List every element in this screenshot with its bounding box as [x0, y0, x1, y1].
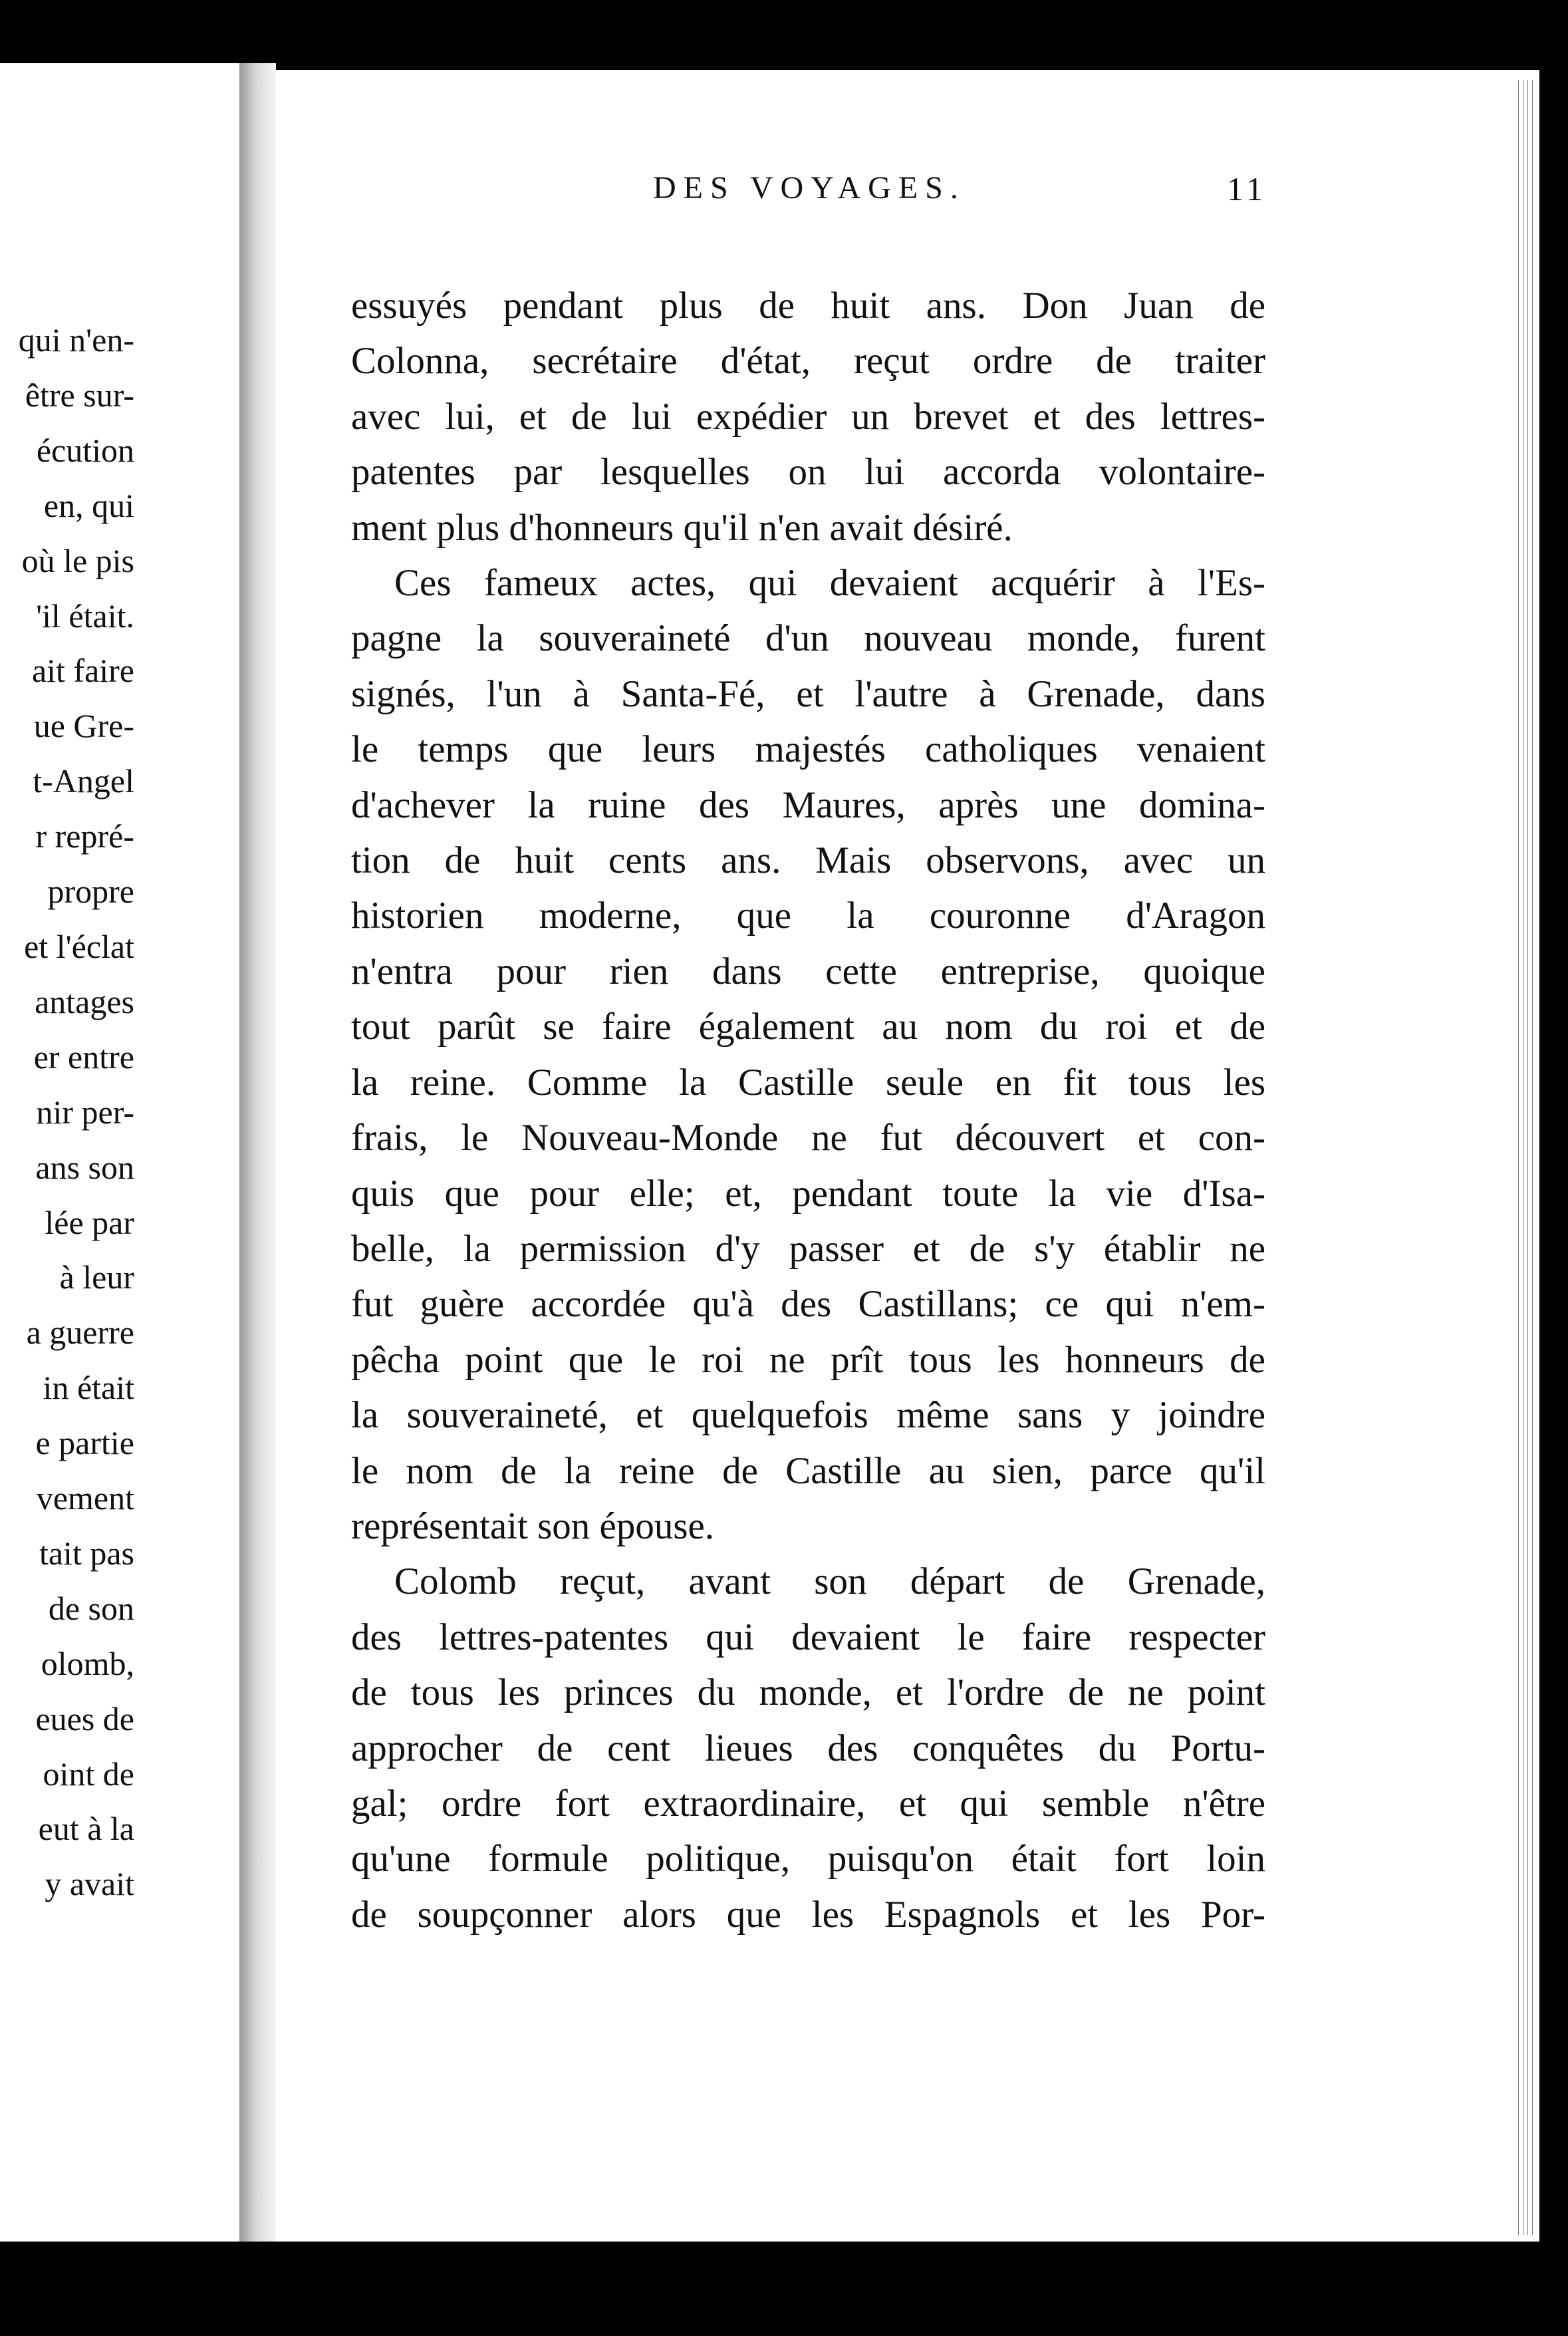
text-line: approcher de cent lieues des conquêtes du Portu-	[351, 1727, 1265, 1769]
text-line: la souveraineté, et quelquefois même sans y joindre	[351, 1394, 1265, 1437]
left-line: e partie	[35, 1424, 134, 1462]
left-line: qui n'en-	[18, 321, 134, 359]
text-line: Ces fameux actes, qui devaient acquérir à l'Es-	[394, 562, 1265, 605]
left-line: et l'éclat	[24, 927, 134, 965]
left-line: ait faire	[31, 652, 134, 690]
text-line: tout parût se faire également au nom du roi et de	[351, 1006, 1265, 1048]
text-line: fut guère accordée qu'à des Castillans; ce qui n'em-	[351, 1283, 1265, 1326]
left-line: 'il était.	[36, 597, 134, 635]
left-line: propre	[47, 873, 134, 911]
left-line: en, qui	[43, 486, 134, 524]
left-line: ans son	[35, 1148, 134, 1186]
text-line: signés, l'un à Santa-Fé, et l'autre à Grenade, dans	[351, 672, 1265, 715]
text-line: Colomb reçut, avant son départ de Grenade,	[394, 1560, 1265, 1603]
text-line: tion de huit cents ans. Mais observons, avec un	[351, 839, 1265, 882]
text-line: frais, le Nouveau-Monde ne fut découvert et con-	[351, 1117, 1265, 1159]
text-line: représentait son épouse.	[351, 1505, 715, 1547]
left-line: tait pas	[39, 1534, 134, 1572]
paragraph	[351, 555, 1265, 1554]
page-number: 11	[1226, 170, 1267, 208]
text-line: gal; ordre fort extraordinaire, et qui semble n'être	[351, 1782, 1265, 1825]
text-line: patentes par lesquelles on lui accorda volontaire-	[351, 451, 1265, 494]
left-page-text-fragments	[19, 313, 134, 1912]
left-line: in était	[43, 1369, 134, 1407]
left-line: ue Gre-	[33, 707, 134, 745]
text-line: pêcha point que le roi ne prît tous les honneurs de	[351, 1338, 1265, 1381]
text-line: ment plus d'honneurs qu'il n'en avait désiré.	[351, 506, 1013, 549]
text-line: historien moderne, que la couronne d'Aragon	[351, 895, 1265, 937]
left-line: olomb,	[41, 1644, 134, 1682]
text-line: le temps que leurs majestés catholiques venaient	[351, 728, 1265, 771]
left-line: t-Angel	[33, 762, 134, 800]
page-header	[379, 170, 1267, 223]
text-line: avec lui, et de lui expédier un brevet et des lettres-	[351, 395, 1265, 438]
text-line: de soupçonner alors que les Espagnols et les Por-	[351, 1893, 1265, 1936]
page-edges	[1516, 80, 1536, 2235]
paragraph	[351, 1554, 1265, 1942]
text-line: le nom de la reine de Castille au sien, parce qu'il	[351, 1449, 1265, 1492]
text-line: essuyés pendant plus de huit ans. Don Juan de	[351, 285, 1265, 327]
body-text	[351, 278, 1265, 1942]
text-line: quis que pour elle; et, pendant toute la vie d'Isa-	[351, 1172, 1265, 1215]
left-line: eut à la	[38, 1810, 134, 1848]
left-line: lée par	[45, 1203, 134, 1241]
text-line: qu'une formule politique, puisqu'on était fort loin	[351, 1838, 1265, 1880]
text-line: de tous les princes du monde, et l'ordre de ne point	[351, 1672, 1265, 1714]
running-head: DES VOYAGES.	[653, 170, 966, 206]
left-line: oint de	[43, 1755, 134, 1793]
paragraph	[351, 278, 1265, 555]
left-line: y avait	[45, 1865, 134, 1903]
text-line: belle, la permission d'y passer et de s'y établir ne	[351, 1227, 1265, 1270]
left-line: nir per-	[36, 1093, 134, 1131]
left-line: vement	[36, 1479, 134, 1517]
text-line: Colonna, secrétaire d'état, reçut ordre de traiter	[351, 340, 1265, 382]
left-line: a guerre	[26, 1314, 134, 1352]
text-line: pagne la souveraineté d'un nouveau monde, furent	[351, 617, 1265, 660]
left-line: eues de	[35, 1699, 134, 1737]
left-line: antages	[35, 982, 134, 1020]
left-line: de son	[48, 1589, 134, 1627]
book-gutter	[239, 63, 276, 2242]
left-line: r repré-	[35, 817, 134, 855]
text-line: des lettres-patentes qui devaient le faire respecter	[351, 1616, 1265, 1658]
left-line: écution	[36, 431, 134, 469]
left-line: er entre	[33, 1038, 134, 1076]
left-line: être sur-	[25, 376, 134, 414]
left-line: à leur	[59, 1258, 134, 1296]
left-page	[0, 63, 239, 2242]
text-line: d'achever la ruine des Maures, après une domina-	[351, 784, 1265, 826]
left-line: où le pis	[21, 541, 134, 579]
text-line: n'entra pour rien dans cette entreprise, quoique	[351, 950, 1265, 992]
text-line: la reine. Comme la Castille seule en fit tous les	[351, 1061, 1265, 1103]
